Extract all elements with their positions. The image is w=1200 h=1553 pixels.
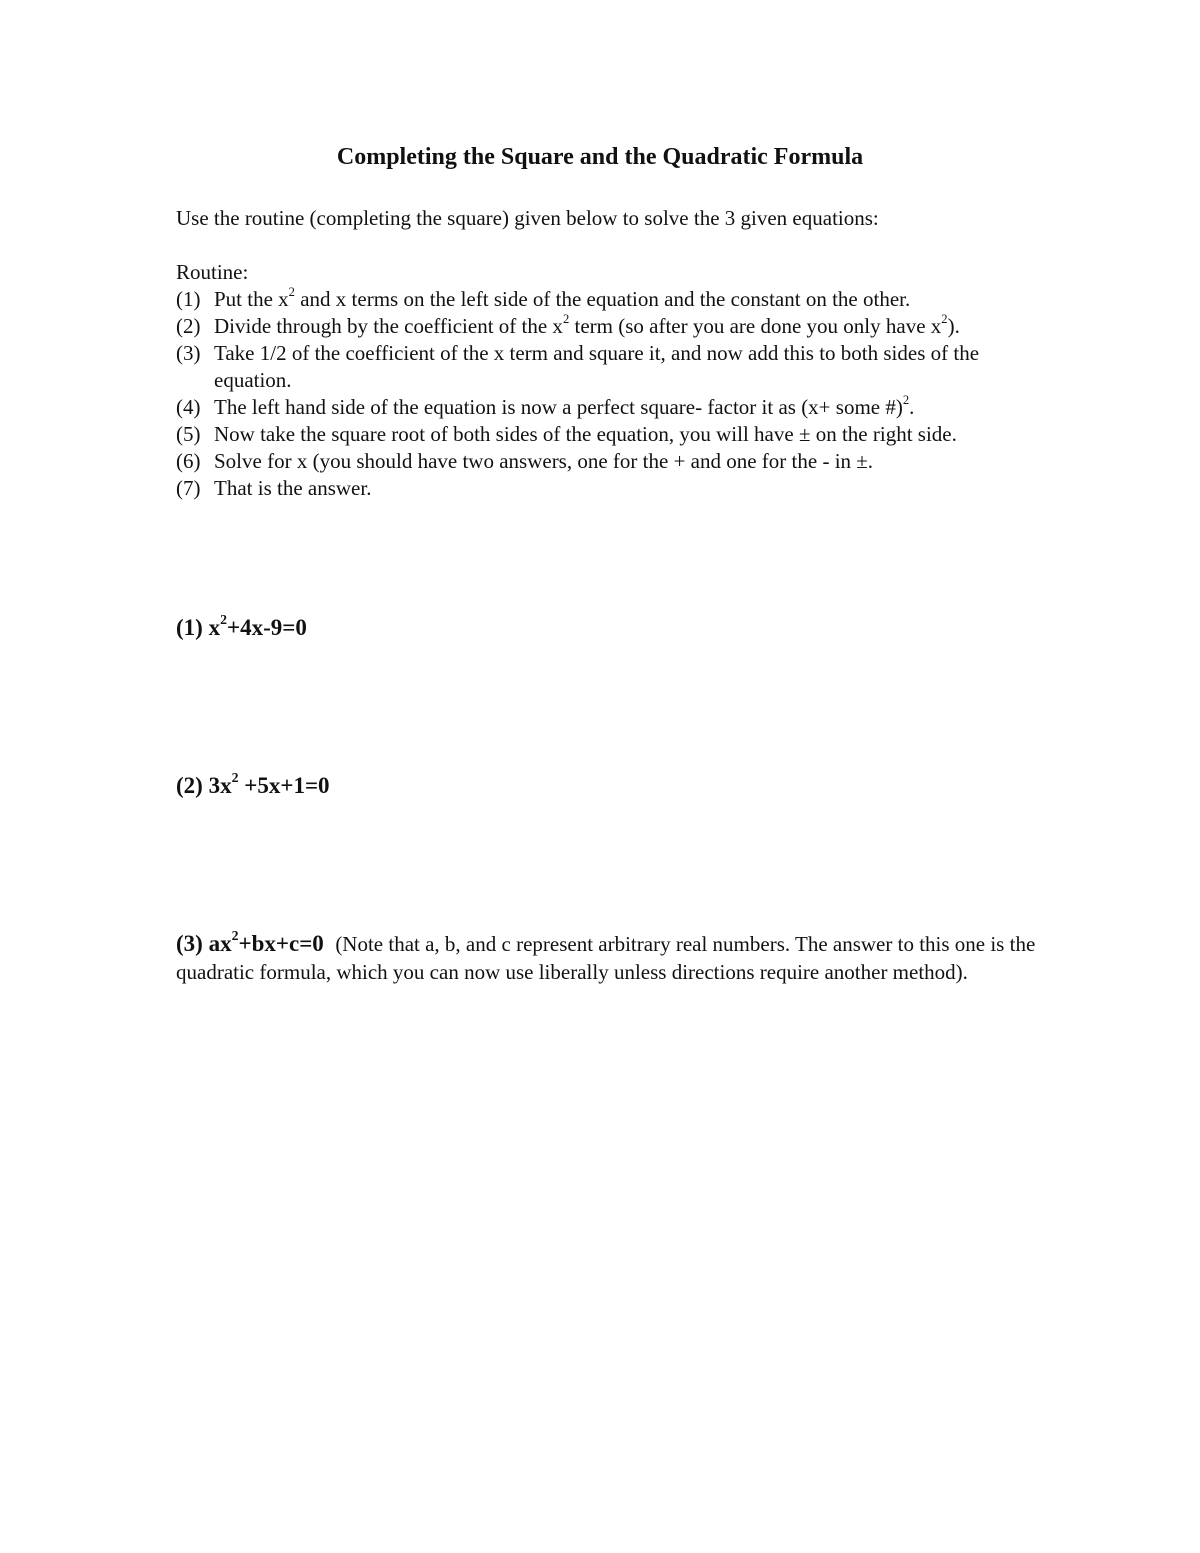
routine-step (176, 394, 1036, 421)
step-number: (1) (176, 287, 201, 311)
routine-heading: Routine: (176, 260, 249, 284)
step-text-part: and x terms on the left side of the equation and the constant on the other. (294, 287, 911, 311)
equation-part: 3x (208, 773, 232, 798)
problem-equation (208, 612, 307, 640)
step-number: (6) (176, 449, 201, 473)
problem-label: (1) (176, 615, 203, 640)
superscript: 2 (902, 393, 910, 408)
problem-label: (3) (176, 931, 203, 956)
equation-part: x (208, 615, 221, 640)
superscript: 2 (220, 612, 227, 628)
problem-1 (176, 614, 307, 642)
problem-label: (2) (176, 773, 203, 798)
step-text: That is the answer. (214, 476, 372, 500)
step-text-part: . (909, 395, 915, 419)
step-number: (5) (176, 422, 201, 446)
step-text-part: The left hand side of the equation is now a perfect square- factor it as (x+ some #) (214, 395, 903, 419)
routine-step (176, 448, 1036, 475)
step-text-part: Put the x (214, 287, 289, 311)
equation-part: +5x+1=0 (238, 773, 330, 798)
step-number: (3) (176, 341, 201, 365)
step-text: Now take the square root of both sides of the equation, you will have ± on the right side. (214, 422, 957, 446)
superscript: 2 (288, 285, 295, 300)
routine-steps (176, 286, 1036, 502)
step-text-part: term (so after you are done you only have x (569, 314, 942, 338)
superscript: 2 (231, 928, 239, 944)
step-number: (2) (176, 314, 201, 338)
step-text-part: Divide through by the coefficient of the x (214, 314, 563, 338)
superscript: 2 (562, 312, 570, 327)
equation-part: ax (208, 931, 232, 956)
problem-3 (176, 930, 1036, 986)
routine-step (176, 313, 1036, 340)
routine-step (176, 286, 1036, 313)
step-text (214, 313, 1036, 340)
step-number: (7) (176, 476, 201, 500)
step-text (214, 394, 1036, 421)
routine-step (176, 475, 1036, 502)
problem-2 (176, 772, 330, 800)
problem-equation (208, 770, 330, 798)
intro-text: Use the routine (completing the square) given below to solve the 3 given equations: (176, 206, 879, 230)
equation-part: +4x-9=0 (226, 615, 307, 640)
superscript: 2 (231, 770, 239, 786)
superscript: 2 (941, 312, 948, 327)
step-text: Solve for x (you should have two answers, one for the + and one for the - in ±. (214, 449, 874, 473)
step-text-part: ). (947, 314, 960, 338)
page-title: Completing the Square and the Quadratic Formula (336, 144, 864, 170)
routine-step (176, 340, 1036, 394)
step-number: (4) (176, 395, 201, 419)
step-text: Take 1/2 of the coefficient of the x term and square it, and now add this to both sides of the equation. (214, 341, 980, 392)
problem-note: (Note that a, b, and c represent arbitrary real numbers. The answer to this one is the quadratic formula, which you can now use liberally unless directions require another method). (176, 932, 1036, 984)
routine-step (176, 421, 1036, 448)
problem-equation (208, 928, 324, 956)
equation-part: +bx+c=0 (238, 931, 324, 956)
step-text (214, 286, 1036, 313)
